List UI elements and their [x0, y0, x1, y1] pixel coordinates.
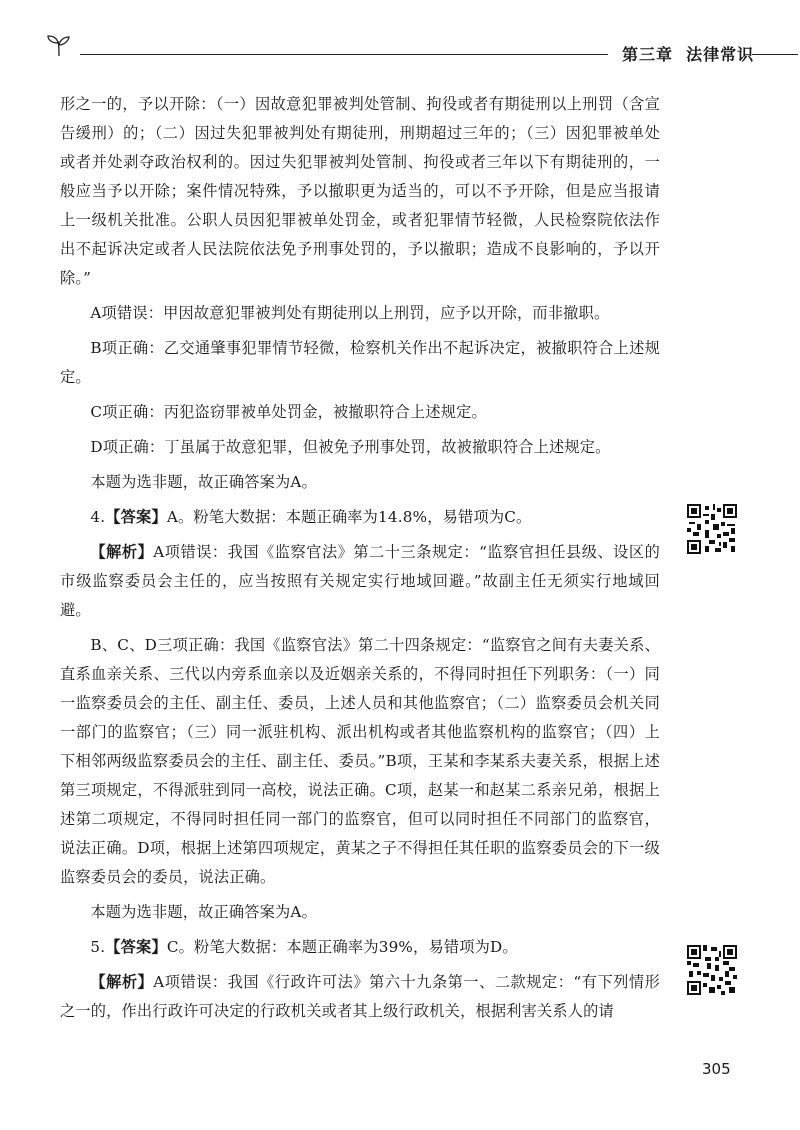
paragraph-conclusion-3: 本题为选非题，故正确答案为A。: [90, 473, 317, 491]
page-number: 305: [702, 1060, 731, 1078]
header-rule-right: [752, 54, 798, 55]
page-body: [60, 90, 660, 1026]
paragraph-option-b: B项正确：乙交通肇事犯罪情节轻微，检察机关作出不起诉决定，被撤职符合上述规定。: [60, 339, 660, 386]
answer-label: 【答案】: [105, 938, 167, 956]
answer-label: 【答案】: [105, 508, 167, 526]
analysis-label: 【解析】: [90, 543, 154, 561]
leaf-sprout-icon: [46, 34, 72, 58]
qr-code-icon[interactable]: [687, 504, 737, 554]
analysis-label: 【解析】: [90, 973, 154, 991]
paragraph-option-a: A项错误：甲因故意犯罪被判处有期徒刑以上刑罚，应予以开除，而非撤职。: [90, 304, 610, 322]
paragraph-option-c: C项正确：丙犯盗窃罪被单处罚金，被撤职符合上述规定。: [90, 403, 487, 421]
paragraph-conclusion-4: 本题为选非题，故正确答案为A。: [90, 903, 317, 921]
paragraph-options-bcd: B、C、D三项正确：我国《监察官法》第二十四条规定：“监察官之间有夫妻关系、直系血亲关系、三代以内旁系血亲以及近姻亲关系的，不得同时担任下列职务：（一）同一监察委员会的主任、副主任、委员，上述人员和其他监察官；（二）监察委员会机关同一部门的监察官；（三）同一派驻机构、派出机构或者其他监察机构的监察官；（四）上下相邻两级监察委员会的主任、副主任、委员。”B项，王某和李某系夫妻关系，根据上述第三项规定，不得派驻到同一高校，说法正确。C项，赵某一和赵某二系亲兄弟，根据上述第二项规定，不得同时担任同一部门的监察官，但可以同时担任不同部门的监察官，说法正确。D项，根据上述第四项规定，黄某之子不得担任其任职的监察委员会的下一级监察委员会的委员，说法正确。: [60, 636, 660, 886]
answer-4: 4.【答案】A。粉笔大数据：本题正确率为14.8%，易错项为C。: [90, 508, 532, 526]
answer-5: 5.【答案】C。粉笔大数据：本题正确率为39%，易错项为D。: [90, 938, 518, 956]
analysis-4: 【解析】A项错误：我国《监察官法》第二十三条规定：“监察官担任县级、设区的市级监察委员会主任的，应当按照有关规定实行地域回避。”故副主任无须实行地域回避。: [60, 543, 660, 619]
chapter-title: 第三章 法律常识: [622, 45, 755, 64]
qr-code-icon[interactable]: [687, 945, 737, 995]
paragraph-continuation: 形之一的，予以开除：（一）因故意犯罪被判处管制、拘役或者有期徒刑以上刑罚（含宣告缓刑）的；（二）因过失犯罪被判处有期徒刑，刑期超过三年的；（三）因犯罪被单处或者并处剥夺政治权利的。因过失犯罪被判处管制、拘役或者三年以下有期徒刑的，一般应当予以开除；案件情况特殊，予以撤职更为适当的，可以不予开除，但是应当报请上一级机关批准。公职人员因犯罪被单处罚金，或者犯罪情节轻微，人民检察院依法作出不起诉决定或者人民法院依法免予刑事处罚的，予以撤职；造成不良影响的，予以开除。”: [60, 95, 660, 287]
running-header: [40, 30, 770, 70]
header-rule-left: [80, 54, 608, 55]
paragraph-option-d: D项正确：丁虽属于故意犯罪，但被免予刑事处罚，故被撤职符合上述规定。: [90, 438, 611, 456]
analysis-5: 【解析】A项错误：我国《行政许可法》第六十九条第一、二款规定：“有下列情形之一的，作出行政许可决定的行政机关或者其上级行政机关，根据利害关系人的请: [60, 973, 660, 1020]
